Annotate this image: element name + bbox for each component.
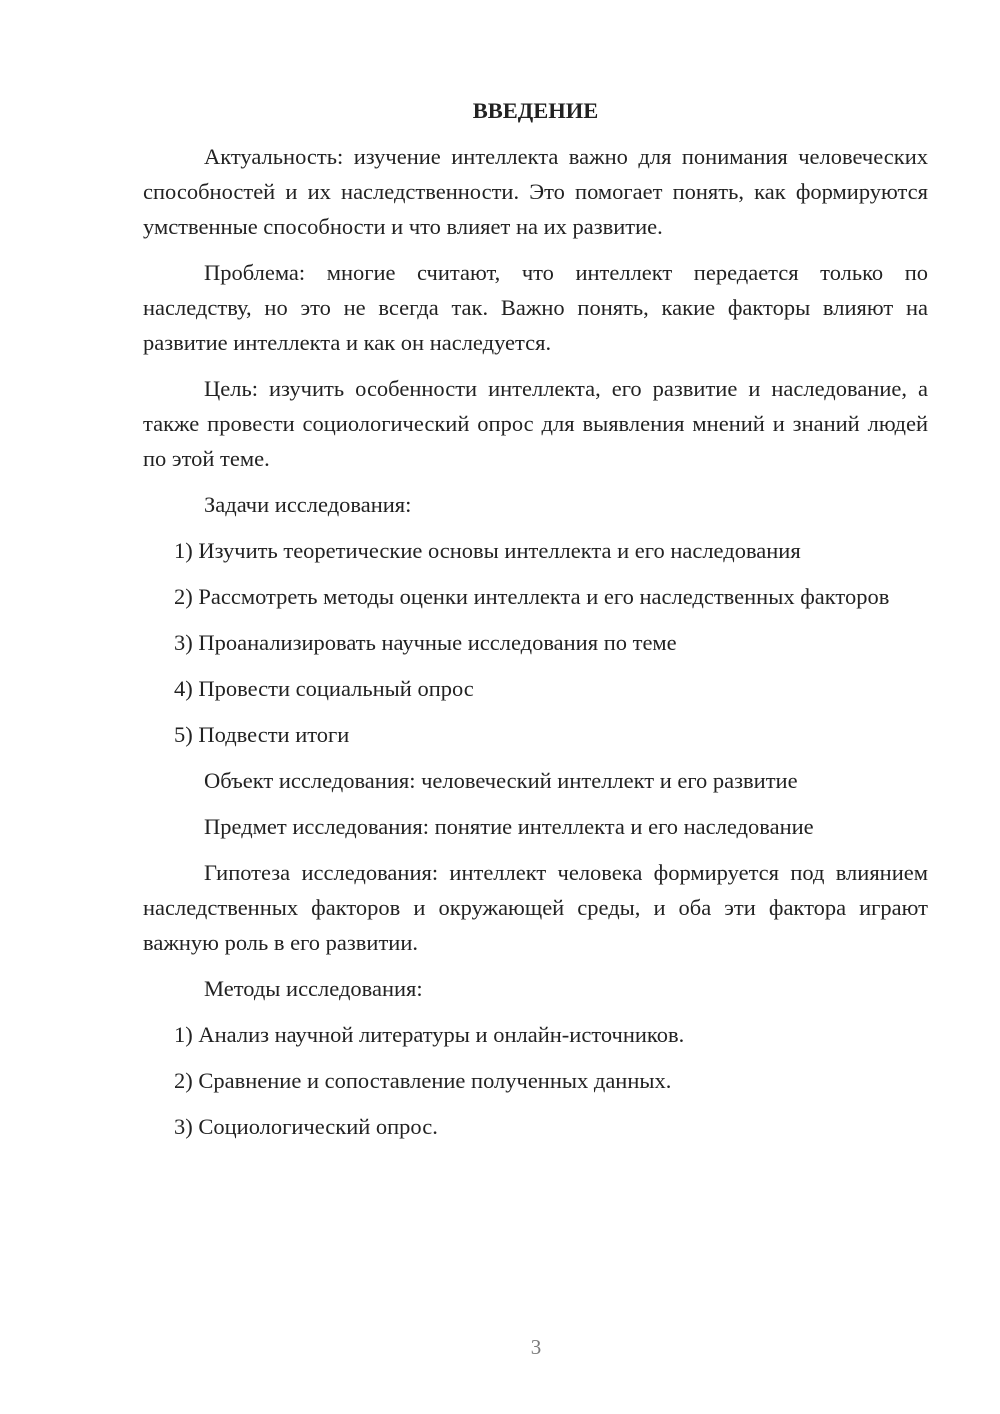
goal-paragraph: Цель: изучить особенности интеллекта, его развитие и наследование, а также провести социологический опрос для выявления мнений и знаний людей по этой теме. [143, 376, 928, 471]
relevance-paragraph: Актуальность: изучение интеллекта важно для понимания человеческих способностей и их наследственности. Это помогает понять, как формируются умственные способности и что влияет на их развитие. [143, 144, 928, 239]
document-body [143, 93, 928, 1155]
page-number: 3 [530, 1335, 542, 1359]
method-item: 2) Сравнение и сопоставление полученных данных. [174, 1068, 672, 1093]
task-item: 1) Изучить теоретические основы интеллекта и его наследования [174, 538, 801, 563]
problem-paragraph: Проблема: многие считают, что интеллект передается только по наследству, но это не всегда так. Важно понять, какие факторы влияют на развитие интеллекта и как он наследуется. [143, 260, 928, 355]
page-title: ВВЕДЕНИЕ [472, 98, 599, 123]
method-item: 3) Социологический опрос. [174, 1114, 438, 1139]
object-paragraph: Объект исследования: человеческий интеллект и его развитие [204, 768, 798, 793]
task-item: 4) Провести социальный опрос [174, 676, 474, 701]
task-item: 2) Рассмотреть методы оценки интеллекта и его наследственных факторов [174, 584, 890, 609]
task-item: 3) Проанализировать научные исследования по теме [174, 630, 677, 655]
subject-paragraph: Предмет исследования: понятие интеллекта и его наследование [204, 814, 814, 839]
methods-heading: Методы исследования: [204, 976, 423, 1001]
task-item: 5) Подвести итоги [174, 722, 350, 747]
hypothesis-paragraph: Гипотеза исследования: интеллект человека формируется под влиянием наследственных факторов и окружающей среды, и оба эти фактора играют важную роль в его развитии. [143, 860, 928, 955]
method-item: 1) Анализ научной литературы и онлайн-источников. [174, 1022, 685, 1047]
tasks-heading: Задачи исследования: [204, 492, 412, 517]
